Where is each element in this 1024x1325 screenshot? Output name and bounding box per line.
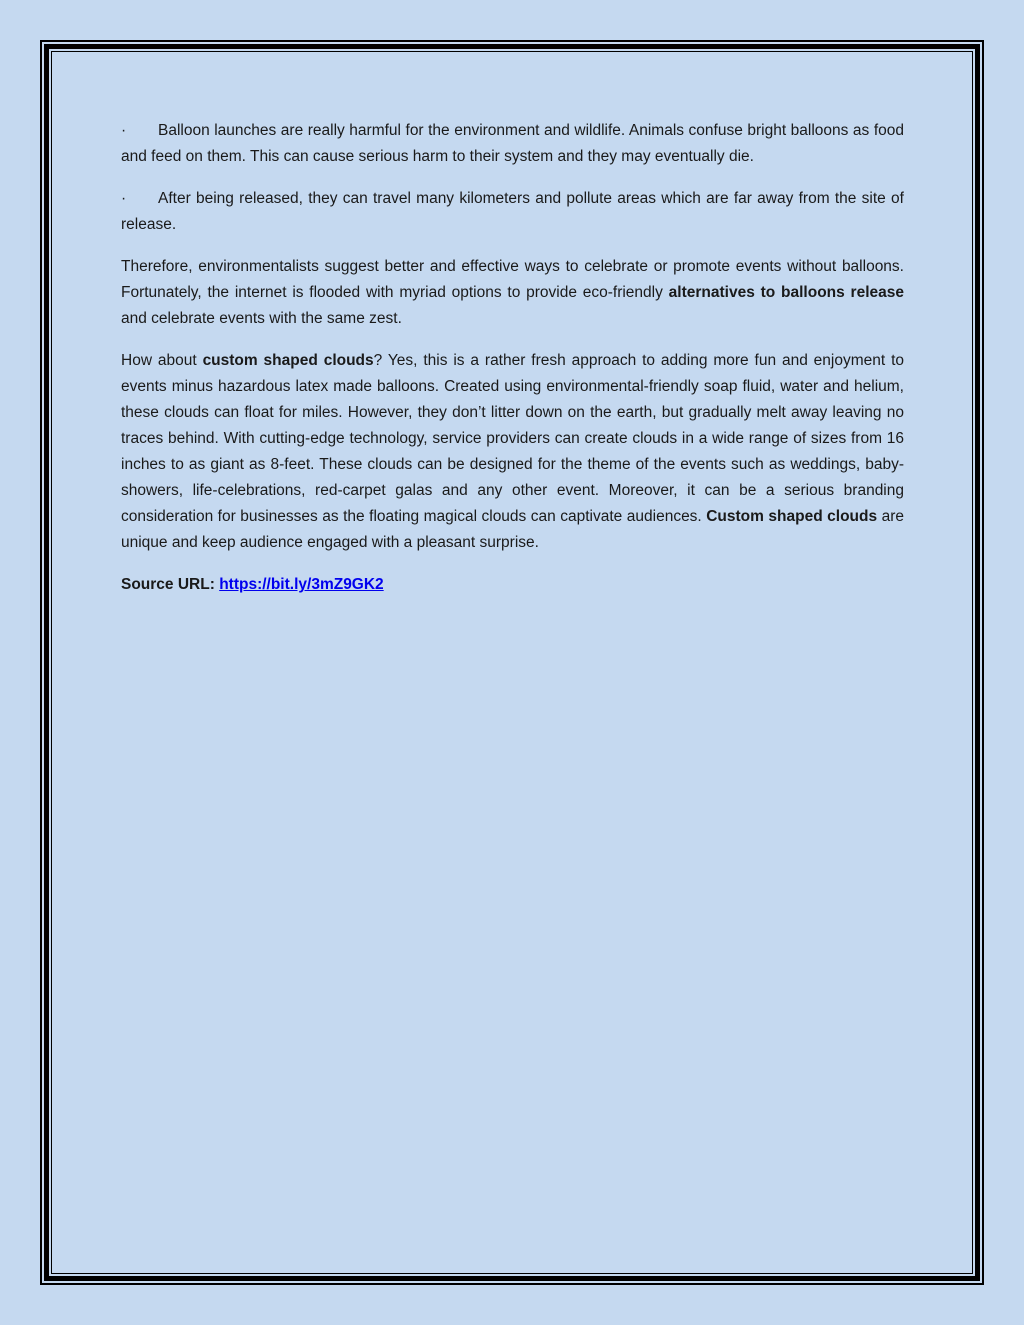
bullet-item [121, 118, 904, 170]
source-label: Source URL: [121, 576, 220, 593]
bullet-symbol: · [121, 122, 127, 139]
source-line [121, 572, 904, 598]
bullet-symbol: · [121, 190, 127, 207]
paragraph-text: How about [121, 352, 203, 369]
document-body [121, 118, 904, 614]
bullet-text: After being released, they can travel many kilometers and pollute areas which are far away from the site of release. [121, 190, 904, 233]
paragraph-text: Therefore, environmentalists suggest better and effective ways to celebrate or promote events without balloons. Fortunately, the internet is flooded with myriad options to provide eco-friendly [121, 258, 904, 301]
paragraph-therefore [121, 254, 904, 332]
bold-phrase: alternatives to balloons release [668, 284, 904, 301]
bold-phrase: custom shaped clouds [202, 352, 374, 369]
paragraph-text: and celebrate events with the same zest. [121, 310, 402, 327]
bullet-item [121, 186, 904, 238]
source-url-link[interactable]: https://bit.ly/3mZ9GK2 [219, 576, 384, 593]
paragraph-text: are unique and keep audience engaged with a pleasant surprise. [121, 508, 904, 551]
bullet-text: Balloon launches are really harmful for the environment and wildlife. Animals confuse bright balloons as food and feed on them. This can cause serious harm to their system and they may eventually die. [121, 122, 904, 165]
bold-phrase: Custom shaped clouds [706, 508, 878, 525]
paragraph-clouds [121, 348, 904, 556]
paragraph-text: ? Yes, this is a rather fresh approach to adding more fun and enjoyment to events minus hazardous latex made balloons. Created using environmental-friendly soap fluid, water and helium, these clouds can float for miles. However, they don’t litter down on the earth, but gradually melt away leaving no traces behind. With cutting-edge technology, service providers can create clouds in a wide range of sizes from 16 inches to as giant as 8-feet. These clouds can be designed for the theme of the events such as weddings, baby-showers, life-celebrations, red-carpet galas and any other event. Moreover, it can be a serious branding consideration for businesses as the floating magical clouds can captivate audiences. [121, 352, 905, 525]
